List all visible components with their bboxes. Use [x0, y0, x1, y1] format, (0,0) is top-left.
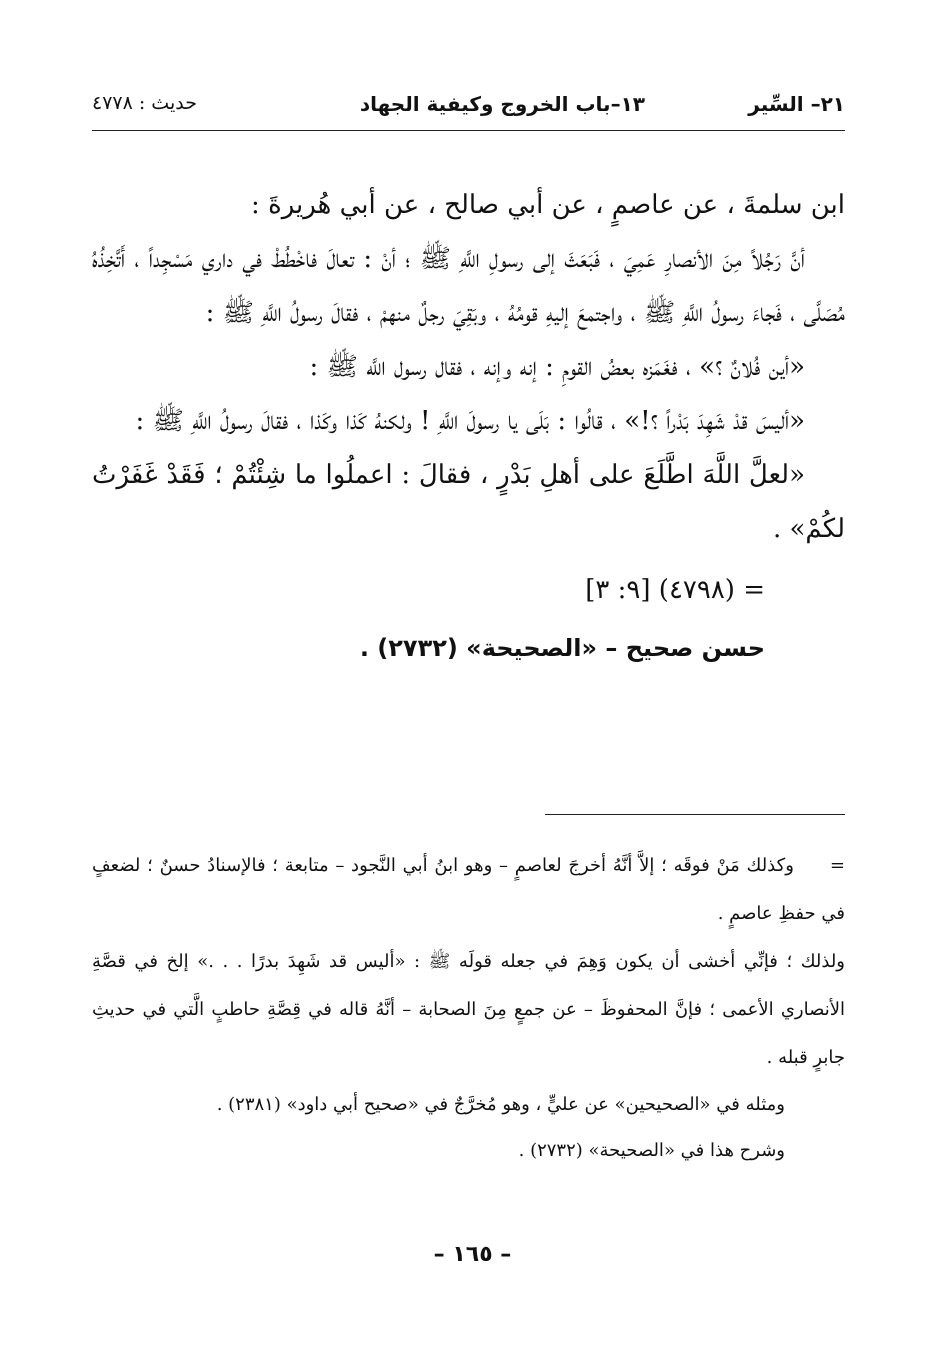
footnote-paragraph: وشرح هذا في «الصحيحة» (٢٧٣٢) . [518, 1140, 785, 1161]
footnote-paragraph: ولذلك ؛ فإنِّي أخشى أن يكون وَهِمَ في جعله قولَه ﷺ : «أليس قد شَهِدَ بدرًا . . .» إلخ في قصَّةِ الأنصاري الأعمى ؛ فإنَّ المحفوظَ – عن جمعٍ مِنَ الصحابة – أنَّهُ قاله في قِصَّةِ حاطبٍ الَّتي في حديثِ جابرٍ قبله . [92, 951, 845, 1068]
isnad-line: ابن سلمةَ ، عن عاصمٍ ، عن أبي صالح ، عن أبي هُريرةَ : [251, 190, 845, 220]
quote-paragraph: «أليسَ قدْ شَهِدَ بَدْراً ؟!» ، قالُوا : بَلَى يا رسولَ اللَّهِ ! ولكنهُ كَذا وكَذا ، فقالَ رسولُ اللَّهِ ﷺ : [135, 406, 805, 436]
footnote-paragraph [92, 842, 845, 938]
footnote-rule [545, 814, 845, 815]
header-rule [92, 130, 845, 131]
continuation-marker: = [829, 855, 845, 876]
book-title: ٢١– السِّير [748, 92, 845, 116]
footnote-text: وكذلك مَنْ فوقَه ؛ إلاَّ أنَّهُ أخرجَ لعاصمٍ – وهو ابنُ أبي النَّجود – متابعة ؛ فالإسنادُ حسنٌ ؛ لضعفٍ في حفظِ عاصمٍ . [92, 855, 845, 924]
footnote-paragraph: ومثله في «الصحيحين» عن عليٍّ ، وهو مُخرَّجٌ في «صحيح أبي داود» (٢٣٨١) . [216, 1094, 785, 1115]
main-text [92, 178, 845, 678]
matn-paragraph: أنَّ رَجُلاً مِنَ الأنصارِ عَمِيَ ، فَبَعَثَ إلى رسولِ اللَّهِ ﷺ ؛ أنْ : تعالَ فاخْطُطْ في داري مَسْجِداً ، أَتَّخِذُهُ مُصَلَّى ، فَجاءَ رسولُ اللَّهِ ﷺ ، واجتمعَ إليهِ قومُهُ ، وبَقِيَ رجلٌ منهمْ ، فقالَ رسولُ اللَّهِ ﷺ : [92, 244, 845, 328]
quote-paragraph: «لعلَّ اللَّهَ اطَّلَعَ على أهلِ بَدْرٍ ، فقالَ : اعملُوا ما شِئْتُمْ ؛ فَقَدْ غَفَرْتُ لكُمْ» . [92, 460, 845, 544]
chapter-title: ١٣–باب الخروج وكيفية الجهاد [359, 92, 645, 116]
quote-paragraph: «أين فُلانٌ ؟» ، فغَمَزه بعضُ القومِ : إنه وإنه ، فقال رسول اللَّه ﷺ : [309, 352, 805, 382]
hadith-number: حديث : ٤٧٧٨ [92, 92, 197, 114]
reference-line: = (٤٧٩٨) [٩: ٣] [585, 575, 765, 605]
grading-line: حسن صحيح – «الصحيحة» (٢٧٣٢) . [359, 634, 765, 662]
footnotes [92, 842, 845, 1174]
page-number: – ١٦٥ – [433, 1242, 512, 1267]
